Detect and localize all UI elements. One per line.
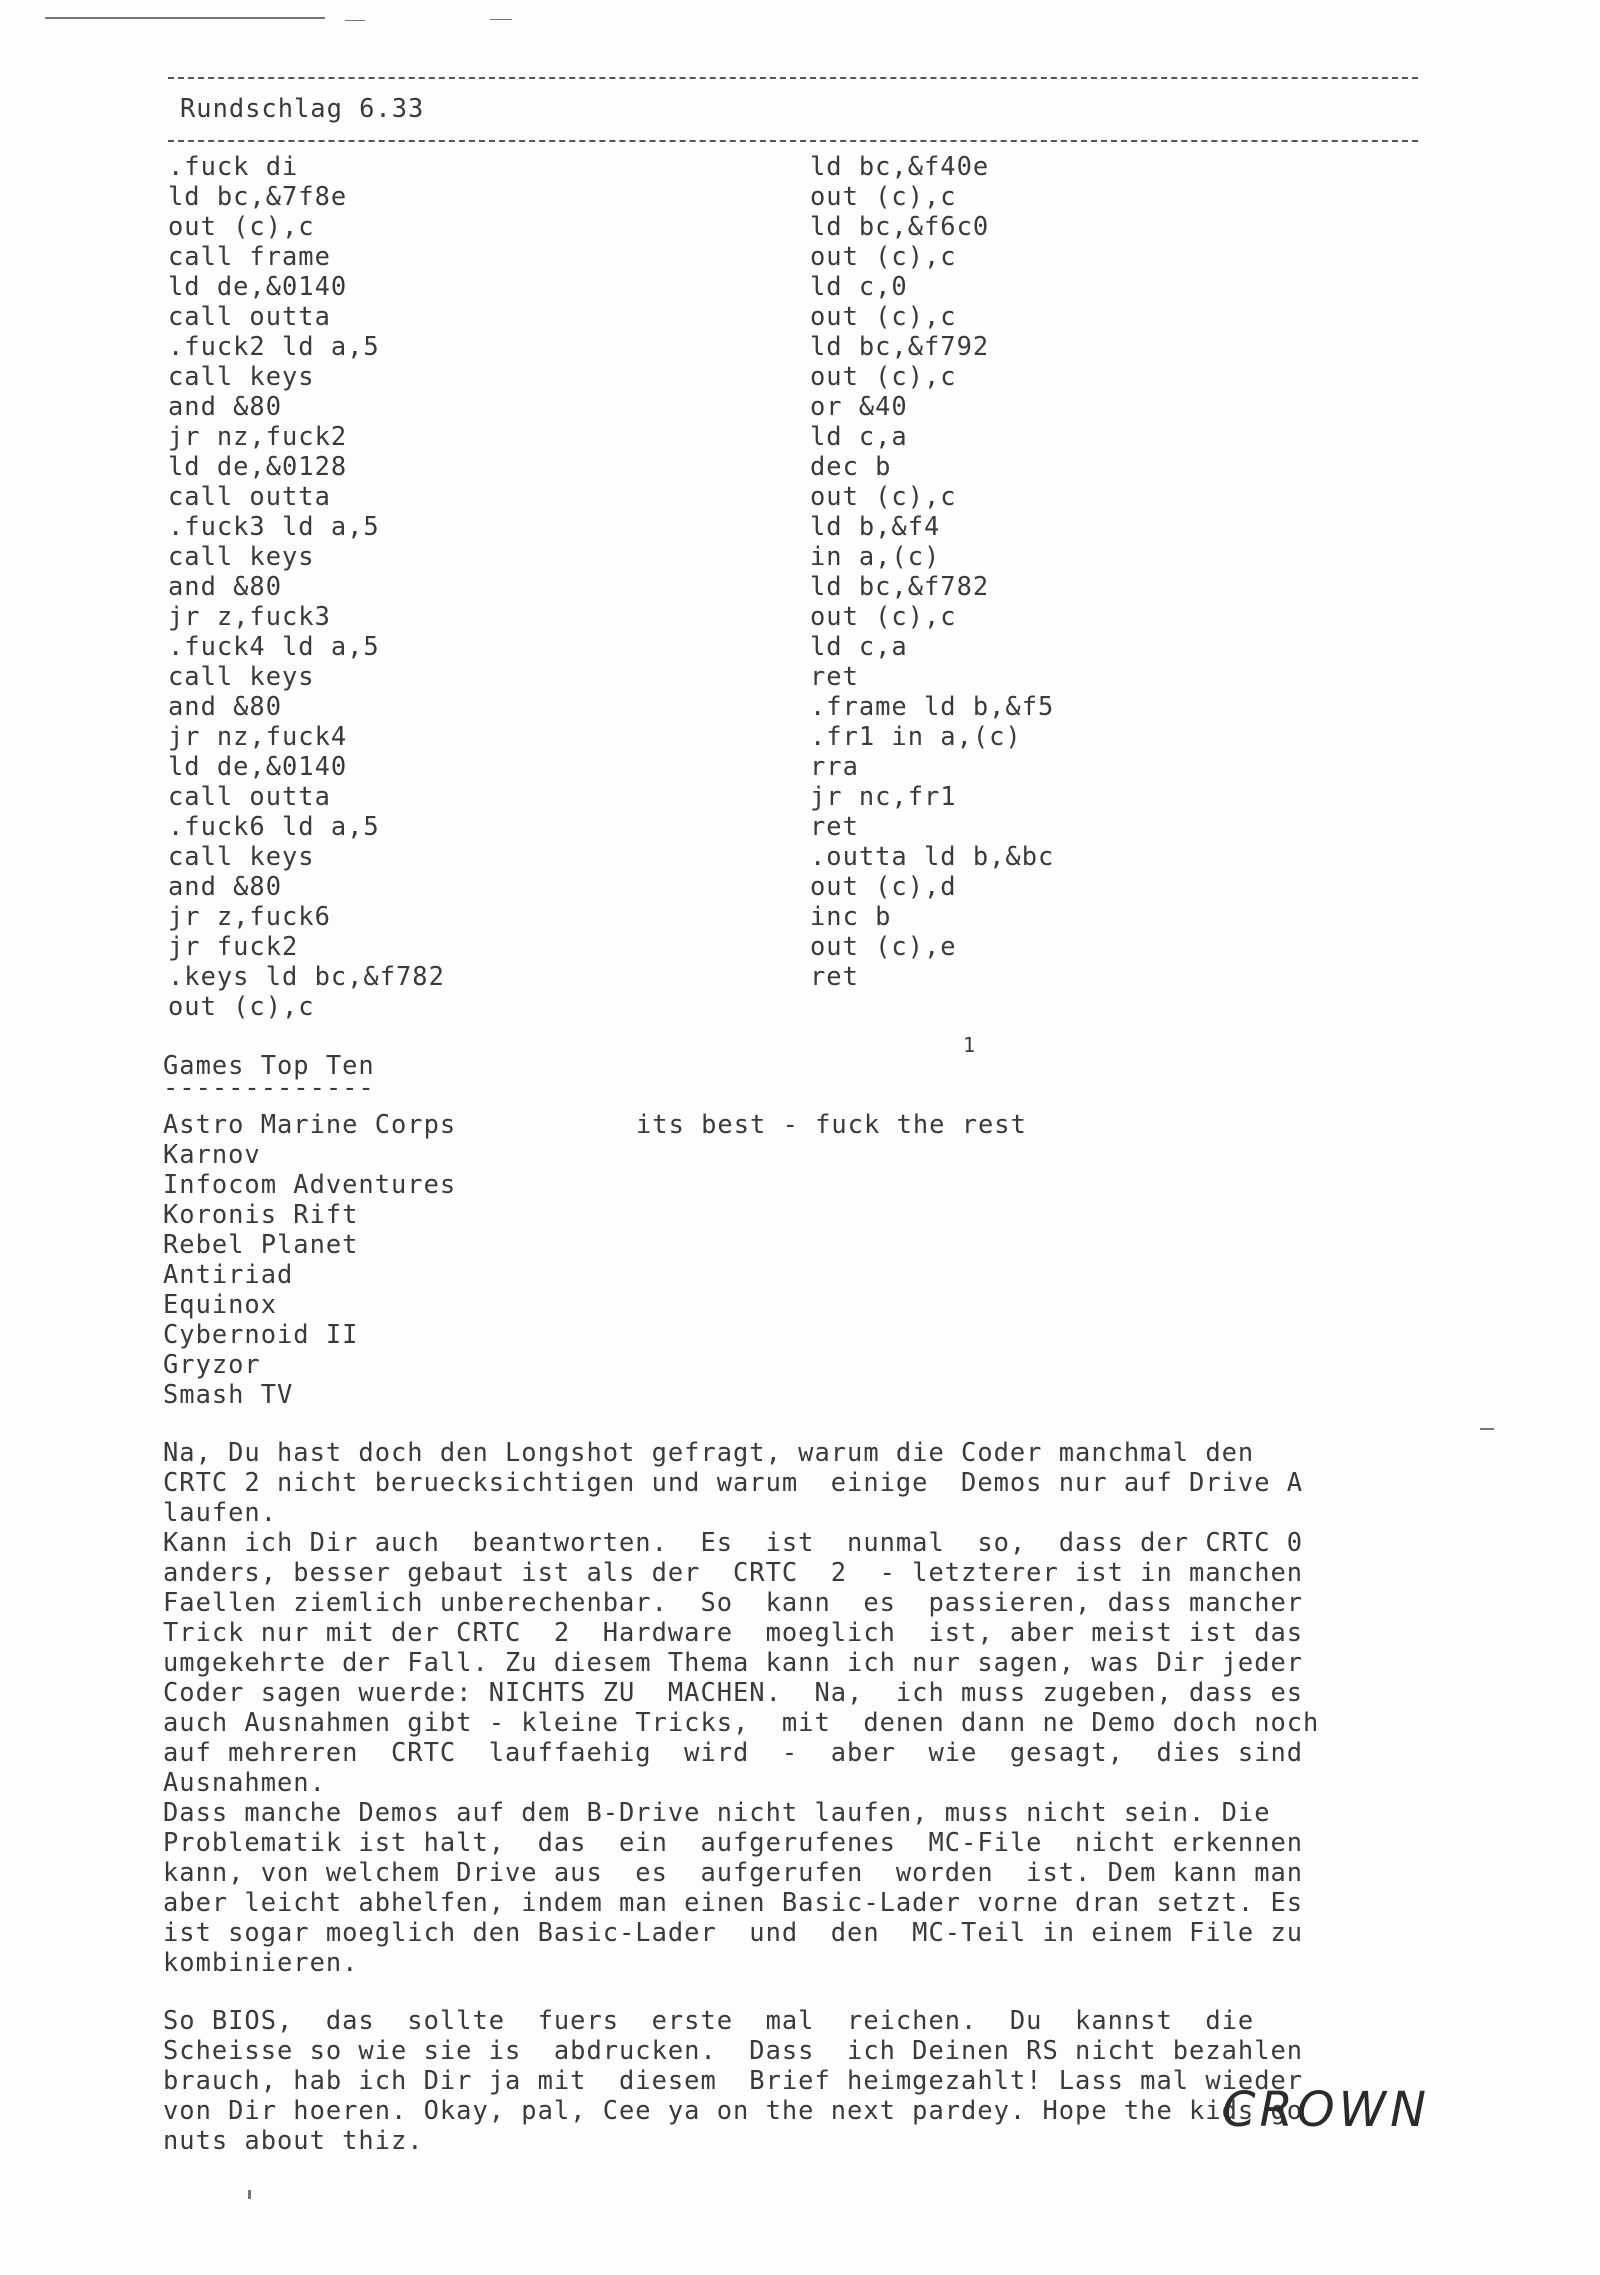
game-list-item: Equinox [163,1289,278,1319]
code-line: dec b [810,451,892,481]
letter-line: Coder sagen wuerde: NICHTS ZU MACHEN. Na, ich muss zugeben, dass es [163,1677,1304,1707]
code-listing-right [810,151,1054,991]
code-line: call keys [168,541,315,571]
letter-line: laufen. [163,1497,278,1527]
game-list-item: Antiriad [163,1259,294,1289]
letter-line: kombinieren. [163,1947,359,1977]
code-line: out (c),c [810,601,957,631]
games-heading-underline: ------------- [163,1072,375,1102]
code-line: .fuck di [168,151,299,181]
code-line: .fuck4 ld a,5 [168,631,380,661]
header-rule-top [168,77,1418,79]
scan-artifact [345,20,365,21]
letter-line: CRTC 2 nicht beruecksichtigen und warum einige Demos nur auf Drive A [163,1467,1304,1497]
letter-line: aber leicht abhelfen, indem man einen Basic-Lader vorne dran setzt. Es [163,1887,1304,1917]
letter-line: Trick nur mit der CRTC 2 Hardware moeglich ist, aber meist ist das [163,1617,1304,1647]
code-line: ld bc,&f6c0 [810,211,990,241]
code-line: and &80 [168,391,283,421]
code-line: call outta [168,481,331,511]
code-line: .fr1 in a,(c) [810,721,1022,751]
scan-artifact [45,17,325,19]
code-line: or &40 [810,391,908,421]
letter-line: umgekehrte der Fall. Zu diesem Thema kann ich nur sagen, was Dir jeder [163,1647,1304,1677]
letter-line: Faellen ziemlich unberechenbar. So kann es passieren, dass mancher [163,1587,1304,1617]
code-listing-left [168,151,445,1021]
code-line: ld de,&0128 [168,451,348,481]
code-line: out (c),e [810,931,957,961]
letter-line: auch Ausnahmen gibt - kleine Tricks, mit denen dann ne Demo doch noch [163,1707,1320,1737]
code-line: .frame ld b,&f5 [810,691,1055,721]
letter-line: kann, von welchem Drive aus es aufgerufen worden ist. Dem kann man [163,1857,1304,1887]
letter-line: brauch, hab ich Dir ja mit diesem Brief heimgezahlt! Lass mal wieder [163,2065,1304,2095]
code-line: out (c),c [810,301,957,331]
code-line: call keys [168,361,315,391]
game-list-item: Infocom Adventures [163,1169,457,1199]
code-line: ld bc,&f792 [810,331,990,361]
code-line: and &80 [168,691,283,721]
code-line: out (c),c [168,991,315,1021]
scan-artifact [1480,1428,1494,1430]
letter-line: anders, besser gebaut ist als der CRTC 2 - letzterer ist in manchen [163,1557,1304,1587]
games-comment: its best - fuck the rest [636,1109,1027,1139]
code-line: out (c),d [810,871,957,901]
code-line: ret [810,661,859,691]
letter-line: Ausnahmen. [163,1767,326,1797]
code-line: jr fuck2 [168,931,299,961]
code-line: out (c),c [810,181,957,211]
code-line: out (c),c [810,361,957,391]
letter-line: Kann ich Dir auch beantworten. Es ist nunmal so, dass der CRTC 0 [163,1527,1304,1557]
code-line: ld bc,&f782 [810,571,990,601]
code-line: .fuck2 ld a,5 [168,331,380,361]
letter-paragraph-1 [163,1437,1319,1977]
game-list-item: Rebel Planet [163,1229,359,1259]
code-line: out (c),c [810,481,957,511]
code-line: call frame [168,241,331,271]
code-line: jr nz,fuck2 [168,421,348,451]
code-line: jr z,fuck6 [168,901,331,931]
scan-artifact [248,2190,251,2199]
page-title: Rundschlag 6.33 [180,93,425,123]
code-line: call outta [168,781,331,811]
code-line: ret [810,811,859,841]
letter-line: Na, Du hast doch den Longshot gefragt, warum die Coder manchmal den [163,1437,1255,1467]
letter-line: Dass manche Demos auf dem B-Drive nicht laufen, muss nicht sein. Die [163,1797,1271,1827]
letter-line: So BIOS, das sollte fuers erste mal reichen. Du kannst die [163,2005,1255,2035]
game-list-item: Karnov [163,1139,261,1169]
code-line: ld c,a [810,631,908,661]
code-line: ld de,&0140 [168,751,348,781]
code-line: .outta ld b,&bc [810,841,1055,871]
code-line: ld c,a [810,421,908,451]
code-line: call keys [168,661,315,691]
code-line: call outta [168,301,331,331]
code-line: ld de,&0140 [168,271,348,301]
game-list-item: Smash TV [163,1379,294,1409]
letter-line: von Dir hoeren. Okay, pal, Cee ya on the next pardey. Hope the kids go [163,2095,1304,2125]
letter-line: ist sogar moeglich den Basic-Lader und den MC-Teil in einem File zu [163,1917,1304,1947]
games-list [163,1109,456,1409]
game-list-item: Astro Marine Corps [163,1109,457,1139]
games-heading: Games Top Ten [163,1050,375,1080]
code-line: .keys ld bc,&f782 [168,961,445,991]
code-line: call keys [168,841,315,871]
code-line: ld bc,&f40e [810,151,990,181]
code-line: out (c),c [168,211,315,241]
code-line: out (c),c [810,241,957,271]
code-line: ld b,&f4 [810,511,941,541]
code-line: ld bc,&7f8e [168,181,348,211]
code-line: and &80 [168,571,283,601]
letter-line: Problematik ist halt, das ein aufgerufenes MC-File nicht erkennen [163,1827,1304,1857]
page-number: 1 [963,1033,977,1057]
code-line: jr nz,fuck4 [168,721,348,751]
code-line: ld c,0 [810,271,908,301]
letter-line: nuts about thiz. [163,2125,424,2155]
letter-line: auf mehreren CRTC lauffaehig wird - aber wie gesagt, dies sind [163,1737,1304,1767]
letter-line: Scheisse so wie sie is abdrucken. Dass ich Deinen RS nicht bezahlen [163,2035,1304,2065]
code-line: inc b [810,901,892,931]
letter-paragraph-2 [163,2005,1303,2155]
code-line: jr z,fuck3 [168,601,331,631]
code-line: rra [810,751,859,781]
code-line: in a,(c) [810,541,941,571]
code-line: and &80 [168,871,283,901]
game-list-item: Cybernoid II [163,1319,359,1349]
game-list-item: Gryzor [163,1349,261,1379]
handwritten-signature: CROWN [1222,2082,1431,2138]
code-line: ret [810,961,859,991]
header-rule-bottom [168,140,1418,142]
code-line: jr nc,fr1 [810,781,957,811]
code-line: .fuck3 ld a,5 [168,511,380,541]
game-list-item: Koronis Rift [163,1199,359,1229]
code-line: .fuck6 ld a,5 [168,811,380,841]
scan-artifact [490,19,512,20]
